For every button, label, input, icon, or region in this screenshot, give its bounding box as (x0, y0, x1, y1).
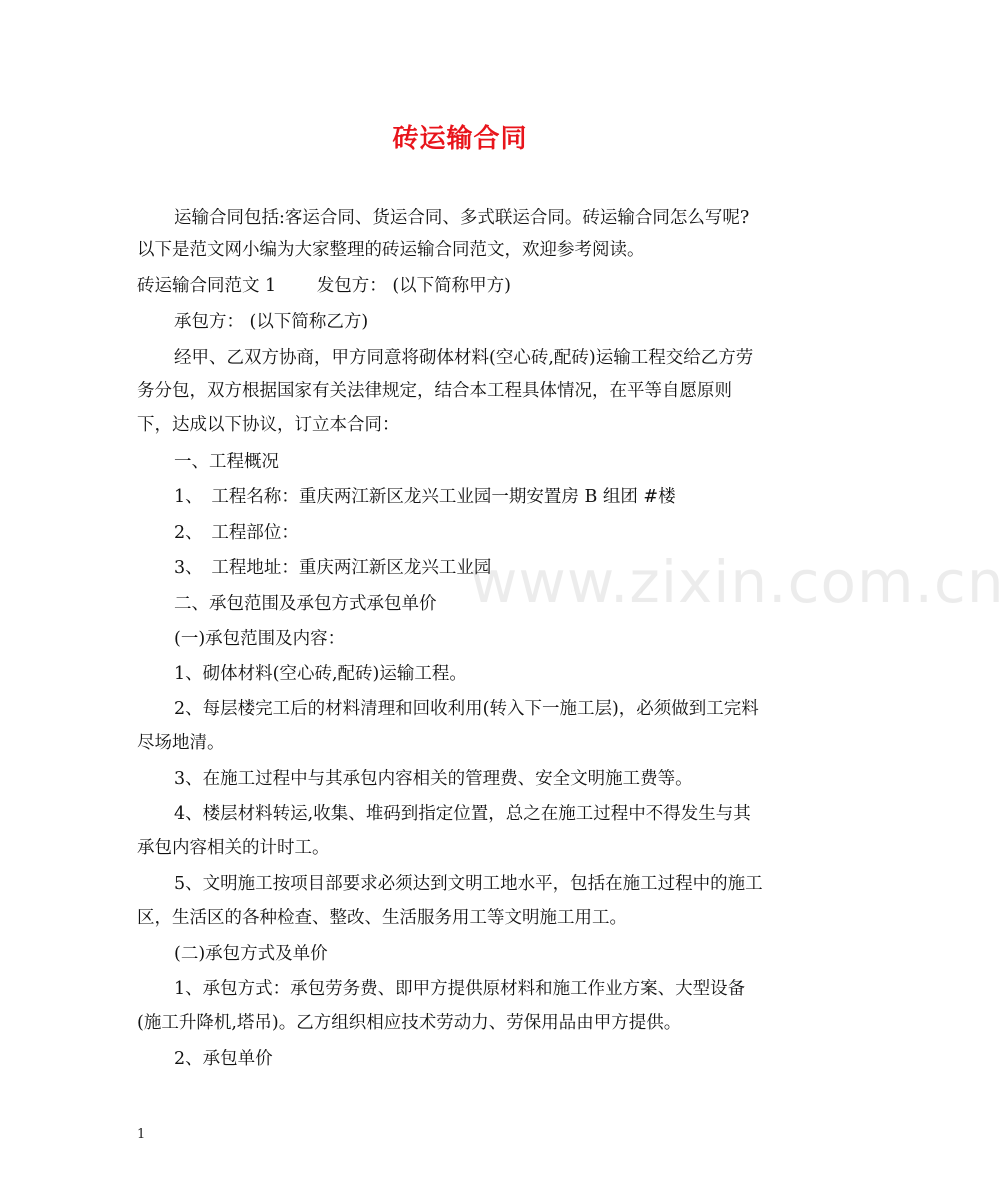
paragraph-line: 3、 工程地址：重庆两江新区龙兴工业园 (174, 558, 492, 578)
section-heading: 二、承包范围及承包方式承包单价 (174, 594, 437, 614)
paragraph-line: 运输合同包括:客运合同、货运合同、多式联运合同。砖运输合同怎么写呢? (174, 208, 750, 228)
paragraph-line: 1、 工程名称：重庆两江新区龙兴工业园一期安置房 B 组团 #楼 (174, 487, 676, 507)
paragraph-line: 经甲、乙双方协商，甲方同意将砌体材料(空心砖,配砖)运输工程交给乙方劳 (174, 348, 754, 368)
paragraph-line: 下，达成以下协议，订立本合同： (137, 415, 400, 435)
paragraph-line: 尽场地清。 (137, 733, 225, 753)
page-number: 1 (137, 1127, 146, 1142)
paragraph-line: (施工升降机,塔吊)。乙方组织相应技术劳动力、劳保用品由甲方提供。 (137, 1013, 682, 1033)
paragraph-line: 5、文明施工按项目部要求必须达到文明工地水平，包括在施工过程中的施工 (174, 874, 763, 894)
section-heading: 一、工程概况 (174, 452, 279, 472)
paragraph-line: 2、承包单价 (174, 1049, 273, 1069)
paragraph-line: 区，生活区的各种检查、整改、生活服务用工等文明施工用工。 (137, 908, 627, 928)
paragraph-line: 承包内容相关的计时工。 (137, 838, 330, 858)
document-title: 砖运输合同 (392, 124, 528, 154)
paragraph-line: 承包方： (以下简称乙方) (174, 312, 369, 332)
paragraph-line: 以下是范文网小编为大家整理的砖运输合同范文，欢迎参考阅读。 (137, 240, 645, 260)
paragraph-line: 1、承包方式：承包劳务费、即甲方提供原材料和施工作业方案、大型设备 (174, 979, 746, 999)
paragraph-line: 4、楼层材料转运,收集、堆码到指定位置，总之在施工过程中不得发生与其 (174, 804, 751, 824)
paragraph-line: 2、 工程部位： (174, 523, 299, 543)
paragraph-line: 1、砌体材料(空心砖,配砖)运输工程。 (174, 664, 467, 684)
paragraph-line: 2、每层楼完工后的材料清理和回收利用(转入下一施工层)，必须做到工完料 (174, 699, 759, 719)
section-heading: (二)承包方式及单价 (174, 944, 328, 964)
paragraph-line: (一)承包范围及内容： (174, 629, 346, 649)
watermark: www.zixin.com.cn (470, 548, 1005, 616)
paragraph-line: 务分包，双方根据国家有关法律规定，结合本工程具体情况，在平等自愿原则 (137, 381, 732, 401)
paragraph-line: 3、在施工过程中与其承包内容相关的管理费、安全文明施工费等。 (174, 769, 693, 789)
paragraph-line: 砖运输合同范文 1 发包方： (以下简称甲方) (137, 276, 511, 296)
